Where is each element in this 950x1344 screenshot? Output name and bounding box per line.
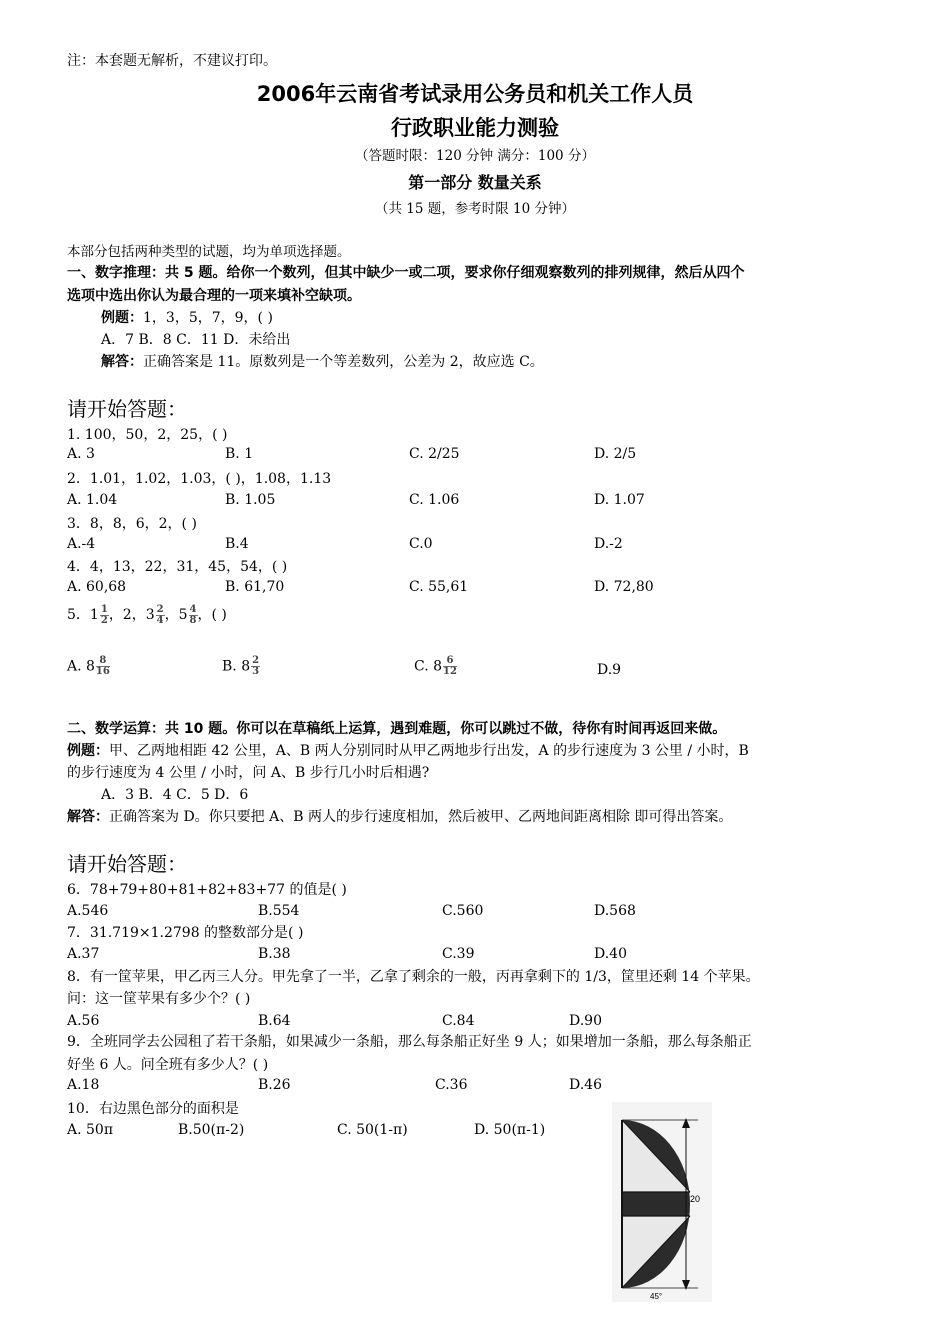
q2-option-d[interactable]: D. 1.07 — [594, 492, 645, 508]
q4-option-a[interactable]: A. 60,68 — [67, 579, 127, 595]
q8-option-a[interactable]: A.56 — [67, 1013, 100, 1029]
q9-option-b[interactable]: B.26 — [258, 1077, 291, 1093]
q1-option-a[interactable]: A. 3 — [67, 446, 95, 462]
q9-option-d[interactable]: D.46 — [569, 1077, 602, 1093]
q5-prefix: 5． — [67, 607, 90, 623]
q5-term1-whole: 1 — [89, 607, 99, 623]
q2-option-b[interactable]: B. 1.05 — [225, 492, 276, 508]
q3-option-b[interactable]: B.4 — [225, 536, 249, 552]
q9-option-a[interactable]: A.18 — [67, 1077, 100, 1093]
part1-sub: （共 15 题，参考时限 10 分钟） — [374, 201, 576, 217]
question-5 — [67, 604, 227, 626]
question-9-line1: 9．全班同学去公园租了若干条船，如果减少一条船，那么每条船正好坐 9 人；如果增加一条船，那么每条船正 — [67, 1034, 752, 1050]
q5-term3-fraction: $\frac{2}{4}$ — [156, 603, 164, 626]
example2-options: A．3 B．4 C．5 D．6 — [101, 787, 249, 803]
example1-answer — [101, 351, 544, 371]
example2-answer-text: 正确答案为 D。你只要把 A、B 两人的步行速度相加，然后被甲、乙两地间距离相除 即可得出答案。 — [109, 809, 733, 825]
q5-option-b[interactable]: B. 8 $\frac{2}{3}$ — [222, 655, 260, 677]
q5-term4-fraction: $\frac{4}{8}$ — [189, 603, 197, 626]
dimension-label: 20 — [690, 1194, 701, 1204]
example1-answer-label: 解答： — [101, 354, 143, 370]
angle-label: 45° — [650, 1292, 663, 1301]
question-10: 10．右边黑色部分的面积是 — [67, 1101, 239, 1117]
q6-option-c[interactable]: C.560 — [442, 903, 484, 919]
q1-option-d[interactable]: D. 2/5 — [594, 446, 637, 462]
q5-option-d[interactable]: D.9 — [597, 662, 622, 678]
q7-option-b[interactable]: B.38 — [258, 946, 291, 962]
print-note: 注：本套题无解析，不建议打印。 — [67, 53, 277, 69]
example2-line2: 的步行速度为 4 公里 / 小时，问 A、B 步行几小时后相遇? — [67, 765, 430, 781]
example2-label: 例题： — [67, 743, 109, 759]
exam-subtitle: 行政职业能力测验 — [391, 116, 559, 140]
q3-option-a[interactable]: A.-4 — [67, 536, 96, 552]
q4-option-c[interactable]: C. 55,61 — [409, 579, 469, 595]
q10-option-b[interactable]: B.50(π-2) — [178, 1122, 245, 1138]
q1-option-c[interactable]: C. 2/25 — [409, 446, 460, 462]
example1-text: 1，3，5，7，9，( ) — [143, 310, 273, 326]
q7-option-a[interactable]: A.37 — [67, 946, 100, 962]
exam-title: 2006年云南省考试录用公务员和机关工作人员 — [256, 82, 694, 106]
q9-option-c[interactable]: C.36 — [435, 1077, 468, 1093]
time-limit: （答题时限：120 分钟 满分：100 分） — [355, 148, 595, 164]
start-label-2: 请开始答题： — [67, 852, 187, 876]
q8-option-c[interactable]: C.84 — [442, 1013, 475, 1029]
example1-answer-text: 正确答案是 11。原数列是一个等差数列，公差为 2，故应选 C。 — [143, 354, 544, 370]
q8-option-b[interactable]: B.64 — [258, 1013, 291, 1029]
q10-option-d[interactable]: D. 50(π-1) — [474, 1122, 546, 1138]
q8-option-d[interactable]: D.90 — [569, 1013, 602, 1029]
q10-option-a[interactable]: A. 50π — [67, 1122, 114, 1138]
q6-option-d[interactable]: D.568 — [594, 903, 636, 919]
part1-heading: 第一部分 数量关系 — [408, 173, 542, 192]
q5-separator-1: ，2， — [108, 607, 146, 623]
example2-text: 甲、乙两地相距 42 公里，A、B 两人分别同时从甲乙两地步行出发，A 的步行速度为 3 公里 / 小时，B — [109, 743, 749, 759]
section1-instructions-line2: 选项中选出你认为最合理的一项来填补空缺项。 — [67, 288, 361, 304]
q4-option-b[interactable]: B. 61,70 — [225, 579, 285, 595]
q2-option-c[interactable]: C. 1.06 — [409, 492, 460, 508]
q1-option-b[interactable]: B. 1 — [225, 446, 254, 462]
q5-term1-fraction: $\frac{1}{2}$ — [100, 603, 108, 626]
question-9-line2: 好坐 6 人。问全班有多少人？( ) — [67, 1057, 269, 1073]
example1 — [101, 307, 273, 327]
question-8-line1: 8．有一筐苹果，甲乙丙三人分。甲先拿了一半，乙拿了剩余的一般，丙再拿剩下的 1/3，筐里还剩 14 个苹果。 — [67, 969, 760, 985]
part1-intro: 本部分包括两种类型的试题，均为单项选择题。 — [67, 244, 351, 260]
q5-option-c[interactable]: C. 8 $\frac{6}{12}$ — [414, 655, 457, 677]
q5-term3-whole: 3 — [145, 607, 155, 623]
q5-tail: ，( ) — [197, 607, 227, 623]
example2-answer-label: 解答： — [67, 809, 109, 825]
start-label-1: 请开始答题： — [67, 397, 187, 421]
q10-shaded-area-figure — [612, 1102, 712, 1302]
question-6: 6．78+79+80+81+82+83+77 的值是( ) — [67, 882, 347, 898]
example1-options: A．7 B．8 C．11 D．未给出 — [101, 332, 291, 348]
q5-separator-2: ， — [164, 607, 179, 623]
example2-answer — [67, 806, 732, 826]
question-2: 2．1.01，1.02，1.03，( )，1.08，1.13 — [67, 471, 332, 487]
section2-instructions: 二、数学运算：共 10 题。你可以在草稿纸上运算，遇到难题，你可以跳过不做，待你有时间再返回来做。 — [67, 721, 727, 737]
q6-option-a[interactable]: A.546 — [67, 903, 109, 919]
question-7: 7．31.719×1.2798 的整数部分是( ) — [67, 925, 304, 941]
section1-instructions-line1: 一、数字推理：共 5 题。给你一个数列，但其中缺少一或二项，要求你仔细观察数列的排列规律，然后从四个 — [67, 265, 745, 281]
q2-option-a[interactable]: A. 1.04 — [67, 492, 118, 508]
q6-option-b[interactable]: B.554 — [258, 903, 300, 919]
q7-option-d[interactable]: D.40 — [594, 946, 627, 962]
q3-option-c[interactable]: C.0 — [409, 536, 433, 552]
question-8-line2: 问：这一筐苹果有多少个？( ) — [67, 991, 251, 1007]
q4-option-d[interactable]: D. 72,80 — [594, 579, 654, 595]
q5-term4-whole: 5 — [178, 607, 188, 623]
question-3: 3．8，8，6，2，( ) — [67, 516, 197, 532]
q3-option-d[interactable]: D.-2 — [594, 536, 623, 552]
example2-line1 — [67, 740, 749, 760]
question-1: 1. 100，50，2，25，( ) — [67, 427, 228, 443]
q7-option-c[interactable]: C.39 — [442, 946, 475, 962]
q5-option-a[interactable]: A. 8 $\frac{8}{16}$ — [67, 655, 110, 677]
example1-label: 例题： — [101, 310, 143, 326]
q10-option-c[interactable]: C. 50(1-π) — [337, 1122, 408, 1138]
question-4: 4．4，13，22，31，45，54，( ) — [67, 559, 288, 575]
